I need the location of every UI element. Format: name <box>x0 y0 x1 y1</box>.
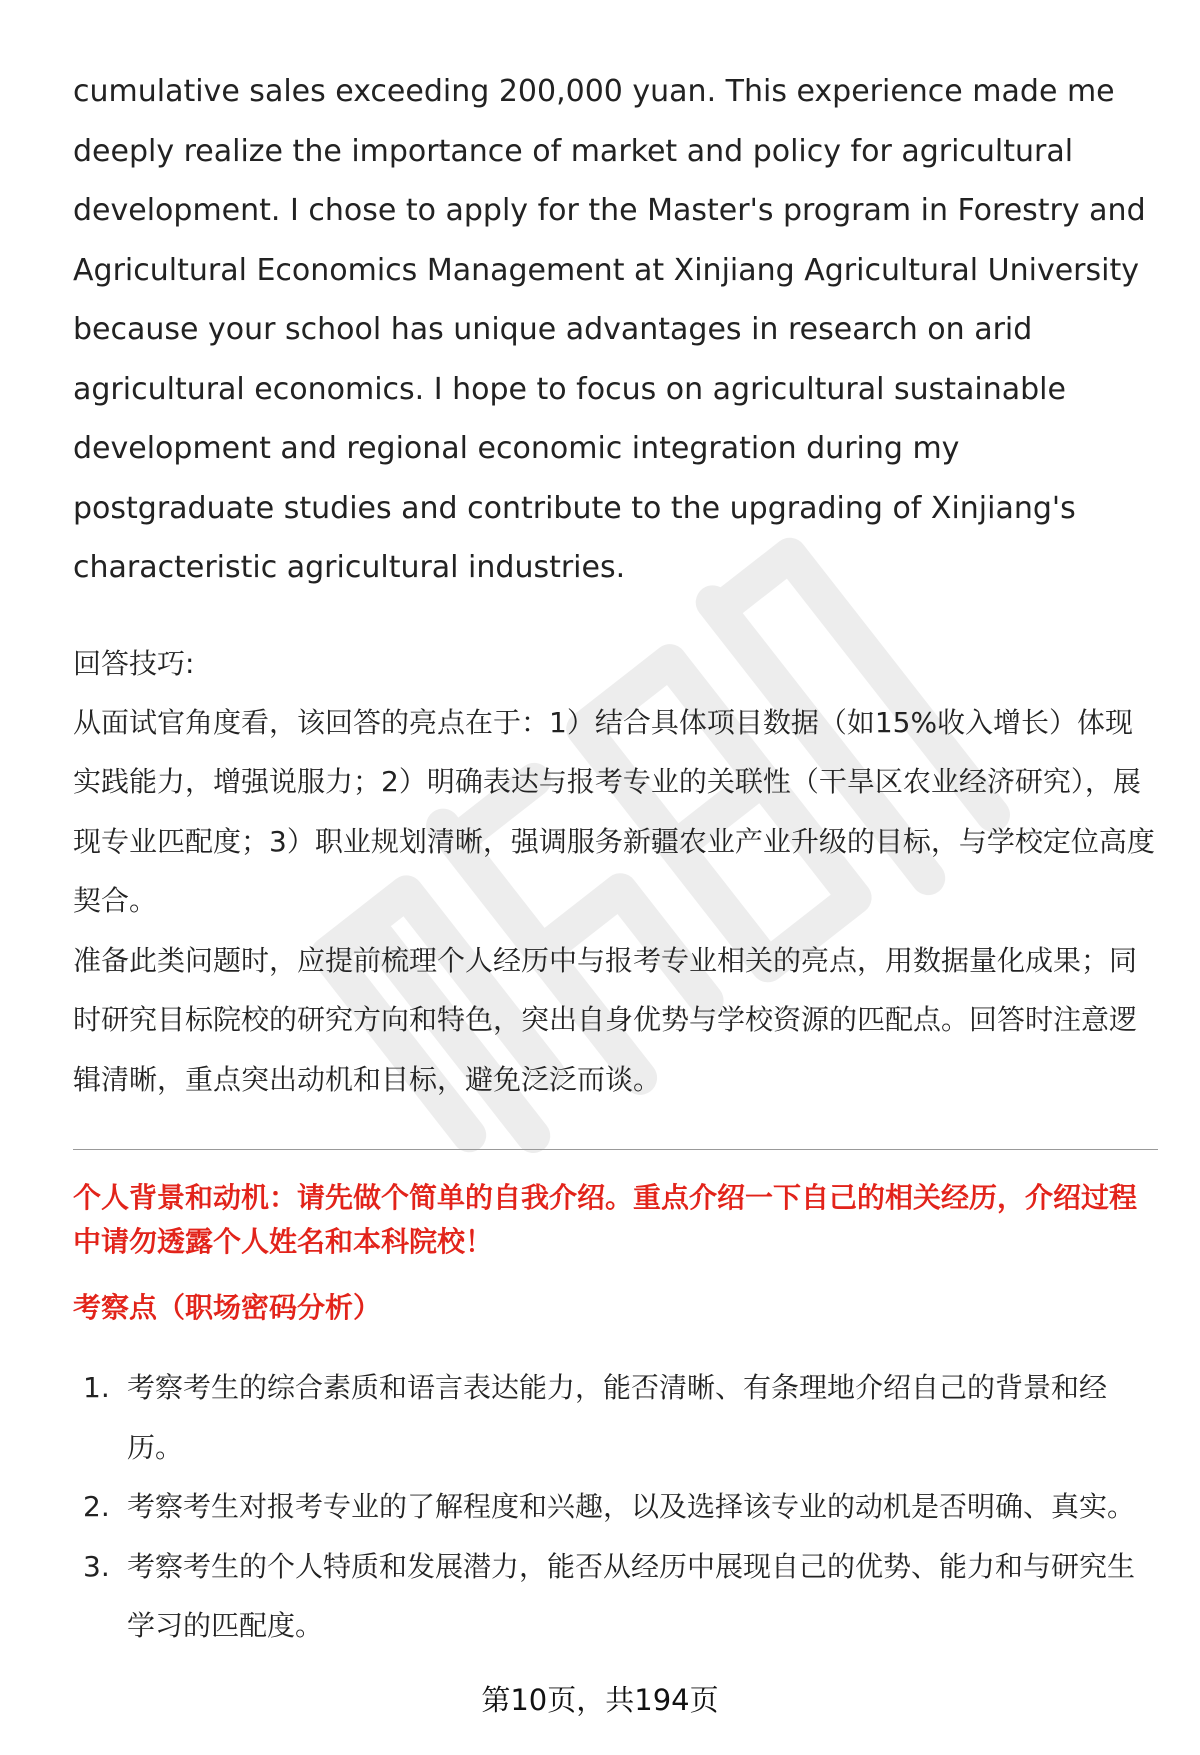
tips-heading: 回答技巧: <box>73 646 195 680</box>
list-item-number: 1. <box>83 1371 110 1404</box>
list-item-number: 3. <box>83 1549 110 1583</box>
list-item-text: 考察考生对报考专业的了解程度和兴趣，以及选择该专业的动机是否明确、真实。 <box>127 1490 1136 1523</box>
question-heading: 个人背景和动机：请先做个简单的自我介绍。重点介绍一下自己的相关经历，介绍过程中请勿透露个人姓名和本科院校！ <box>73 1181 1138 1258</box>
page-number-footer: 第10页，共194页 <box>481 1683 719 1717</box>
document-page <box>73 62 1158 1656</box>
list-item-text: 考察考生的个人特质和发展潜力，能否从经历中展现自己的优势、能力和与研究生学习的匹配度。 <box>127 1549 1136 1642</box>
list-item <box>73 1537 1158 1656</box>
list-item <box>73 1358 1158 1477</box>
tips-paragraph-2: 准备此类问题时，应提前梳理个人经历中与报考专业相关的亮点，用数据量化成果；同时研究目标院校的研究方向和特色，突出自身优势与学校资源的匹配点。回答时注意逻辑清晰，重点突出动机和目标，避免泛泛而谈。 <box>73 943 1138 1096</box>
analysis-points-list <box>73 1358 1158 1656</box>
section-divider <box>73 1149 1158 1150</box>
analysis-heading: 考察点（职场密码分析） <box>73 1291 382 1324</box>
tips-paragraph-1: 从面试官角度看，该回答的亮点在于：1）结合具体项目数据（如15%收入增长）体现实践能力，增强说服力；2）明确表达与报考专业的关联性（干旱区农业经济研究），展现专业匹配度；3）职业规划清晰，强调服务新疆农业产业升级的目标，与学校定位高度契合。 <box>73 705 1155 917</box>
list-item-number: 2. <box>83 1490 110 1523</box>
answer-continuation-paragraph: cumulative sales exceeding 200,000 yuan. This experience made me deeply realize the importance of market and policy for agricultural development. I chose to apply for the Master's program in Forestry and Agricultural Economics Management at Xinjiang Agricultural University because your school has unique advantages in research on arid agricultural economics. I hope to focus on agricultural sustainable development and regional economic integration during my postgraduate studies and contribute to the upgrading of Xinjiang's characteristic agricultural industries. <box>73 74 1146 585</box>
list-item-text: 考察考生的综合素质和语言表达能力，能否清晰、有条理地介绍自己的背景和经历。 <box>127 1371 1108 1464</box>
list-item <box>73 1477 1158 1537</box>
